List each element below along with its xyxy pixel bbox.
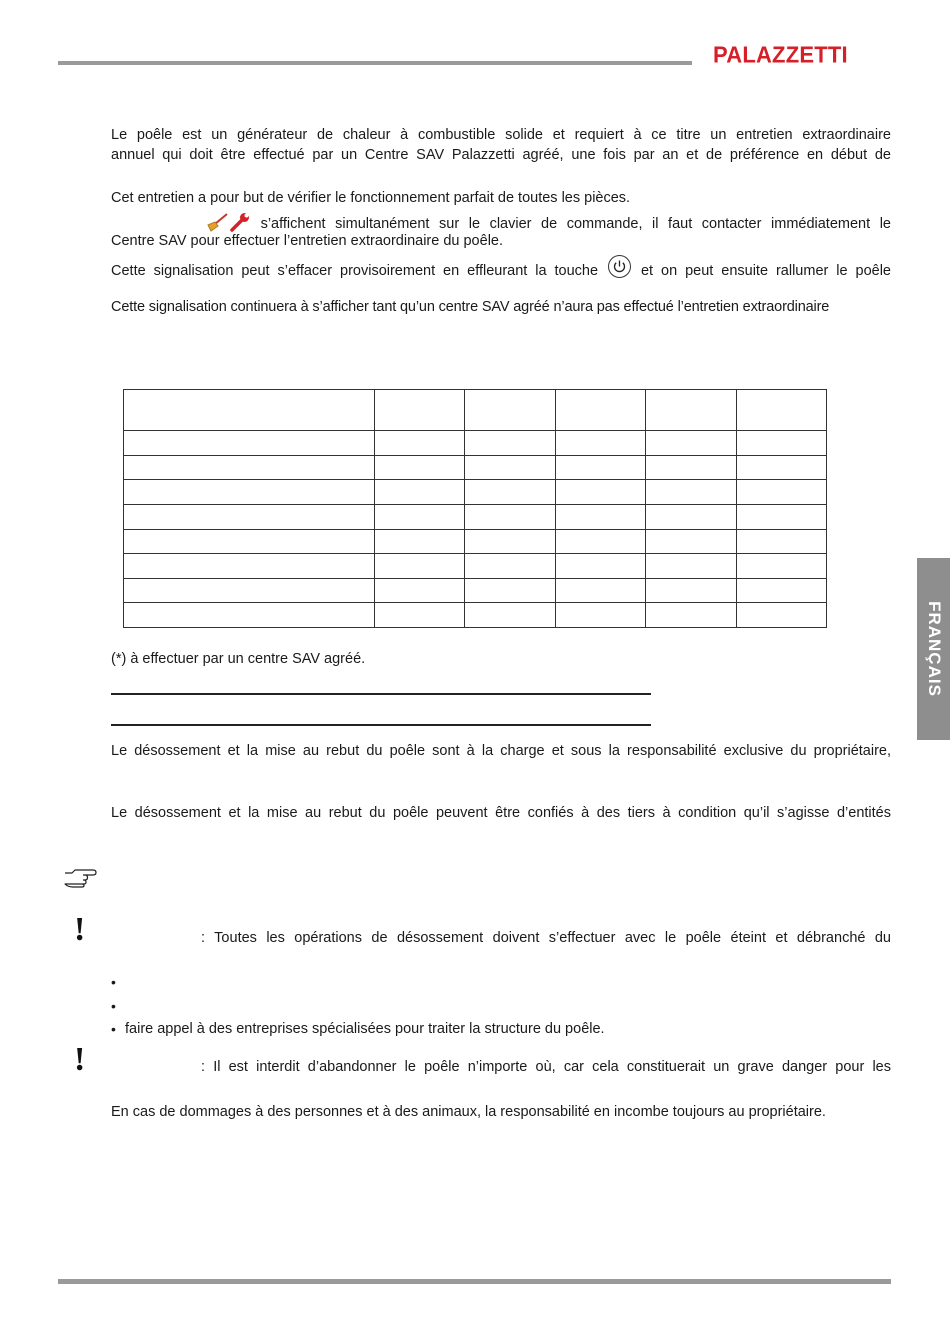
table-header-row — [124, 390, 827, 431]
table-cell — [375, 554, 465, 579]
table-row — [124, 431, 827, 456]
table-cell — [465, 578, 555, 603]
reset-text-after: et on peut ensuite rallumer le poêle — [640, 263, 891, 279]
section-rule-1 — [111, 693, 651, 695]
table-row — [124, 504, 827, 529]
warning-text-2: : Il est interdit d’abandonner le poêle n’importe où, car cela constituerait un grave danger pour les — [201, 1059, 891, 1075]
language-tab — [917, 558, 950, 740]
table-cell — [736, 554, 826, 579]
bullet-item-specialists: faire appel à des entreprises spécialisées pour traiter la structure du poêle. — [125, 1021, 605, 1037]
table-cell — [465, 480, 555, 505]
table-cell — [555, 480, 645, 505]
paragraph-icons-text: s’affichent simultanément sur le clavier de commande, il faut contacter immédiatement le — [251, 216, 891, 232]
paragraph-intro-line-1: Le poêle est un générateur de chaleur à combustible solide et requiert à ce titre un entretien extraordinaire — [111, 127, 891, 143]
paragraph-persistent-signal: Cette signalisation continuera à s’afficher tant qu’un centre SAV agréé n’aura pas effectué l’entretien extraordinaire — [111, 299, 830, 315]
table-cell — [646, 578, 736, 603]
table-cell — [555, 504, 645, 529]
table-cell — [124, 480, 375, 505]
table-cell — [375, 504, 465, 529]
table-cell — [646, 554, 736, 579]
warning-text-1: : Toutes les opérations de désossement doivent s’effectuer avec le poêle éteint et débranché du — [201, 930, 891, 946]
bullet-marker: • — [111, 1021, 116, 1037]
table-cell — [646, 455, 736, 480]
paragraph-contact-line: Centre SAV pour effectuer l’entretien extraordinaire du poêle. — [111, 233, 504, 249]
table-cell — [124, 455, 375, 480]
table-cell — [736, 529, 826, 554]
table-cell — [124, 529, 375, 554]
paragraph-reset-line — [111, 255, 891, 280]
table-row — [124, 480, 827, 505]
table-cell — [465, 431, 555, 456]
table-cell — [465, 455, 555, 480]
table-cell — [124, 578, 375, 603]
table-cell — [555, 578, 645, 603]
table-cell — [736, 578, 826, 603]
maintenance-table — [123, 389, 827, 628]
table-cell — [465, 554, 555, 579]
table-cell — [375, 455, 465, 480]
table-cell — [465, 390, 555, 431]
pointing-hand-icon — [63, 866, 97, 892]
table-cell — [736, 504, 826, 529]
table-cell — [375, 529, 465, 554]
table-cell — [124, 554, 375, 579]
table-cell — [465, 504, 555, 529]
paragraph-liability: En cas de dommages à des personnes et à des animaux, la responsabilité en incombe toujours au propriétaire. — [111, 1104, 826, 1120]
table-row — [124, 529, 827, 554]
table-cell — [646, 529, 736, 554]
table-cell — [124, 390, 375, 431]
table-row — [124, 455, 827, 480]
table-row — [124, 554, 827, 579]
table-cell — [736, 390, 826, 431]
bullet-marker: • — [111, 998, 116, 1014]
language-tab-label: FRANÇAIS — [924, 601, 944, 697]
table-footnote: (*) à effectuer par un centre SAV agréé. — [111, 651, 366, 667]
table-cell — [124, 603, 375, 628]
table-cell — [375, 603, 465, 628]
table-cell — [646, 504, 736, 529]
table-cell — [555, 529, 645, 554]
table-cell — [124, 504, 375, 529]
table-cell — [736, 480, 826, 505]
table-cell — [555, 554, 645, 579]
header-rule — [58, 61, 692, 65]
table-cell — [124, 431, 375, 456]
paragraph-purpose: Cet entretien a pour but de vérifier le fonctionnement parfait de toutes les pièces. — [111, 190, 631, 206]
table-cell — [465, 603, 555, 628]
table-cell — [736, 431, 826, 456]
table-cell — [646, 431, 736, 456]
paragraph-disposal-owner: Le désossement et la mise au rebut du poêle sont à la charge et sous la responsabilité exclusive du propriétaire, — [111, 743, 891, 759]
table-cell — [465, 529, 555, 554]
exclamation-icon: ! — [74, 911, 86, 948]
reset-text-before: Cette signalisation peut s’effacer provisoirement en effleurant la touche — [111, 263, 599, 279]
table-cell — [555, 603, 645, 628]
table-cell — [646, 480, 736, 505]
table-cell — [736, 455, 826, 480]
table-cell — [646, 390, 736, 431]
footer-rule — [58, 1279, 891, 1284]
table-cell — [646, 603, 736, 628]
table-row — [124, 603, 827, 628]
brand-logo: PALAZZETTI — [713, 41, 848, 68]
power-button-icon — [608, 255, 631, 278]
table-cell — [375, 390, 465, 431]
table-cell — [375, 578, 465, 603]
table-cell — [555, 455, 645, 480]
exclamation-icon: ! — [74, 1041, 86, 1078]
table-cell — [375, 431, 465, 456]
section-rule-2 — [111, 724, 651, 726]
table-cell — [555, 390, 645, 431]
table-cell — [375, 480, 465, 505]
paragraph-intro-line-2: annuel qui doit être effectué par un Centre SAV Palazzetti agréé, une fois par an et de préférence en début de — [111, 147, 891, 163]
table-cell — [736, 603, 826, 628]
table-row — [124, 578, 827, 603]
bullet-marker: • — [111, 974, 116, 990]
table-cell — [555, 431, 645, 456]
paragraph-disposal-third-party: Le désossement et la mise au rebut du poêle peuvent être confiés à des tiers à condition qu’il s’agisse d’entités — [111, 805, 891, 821]
